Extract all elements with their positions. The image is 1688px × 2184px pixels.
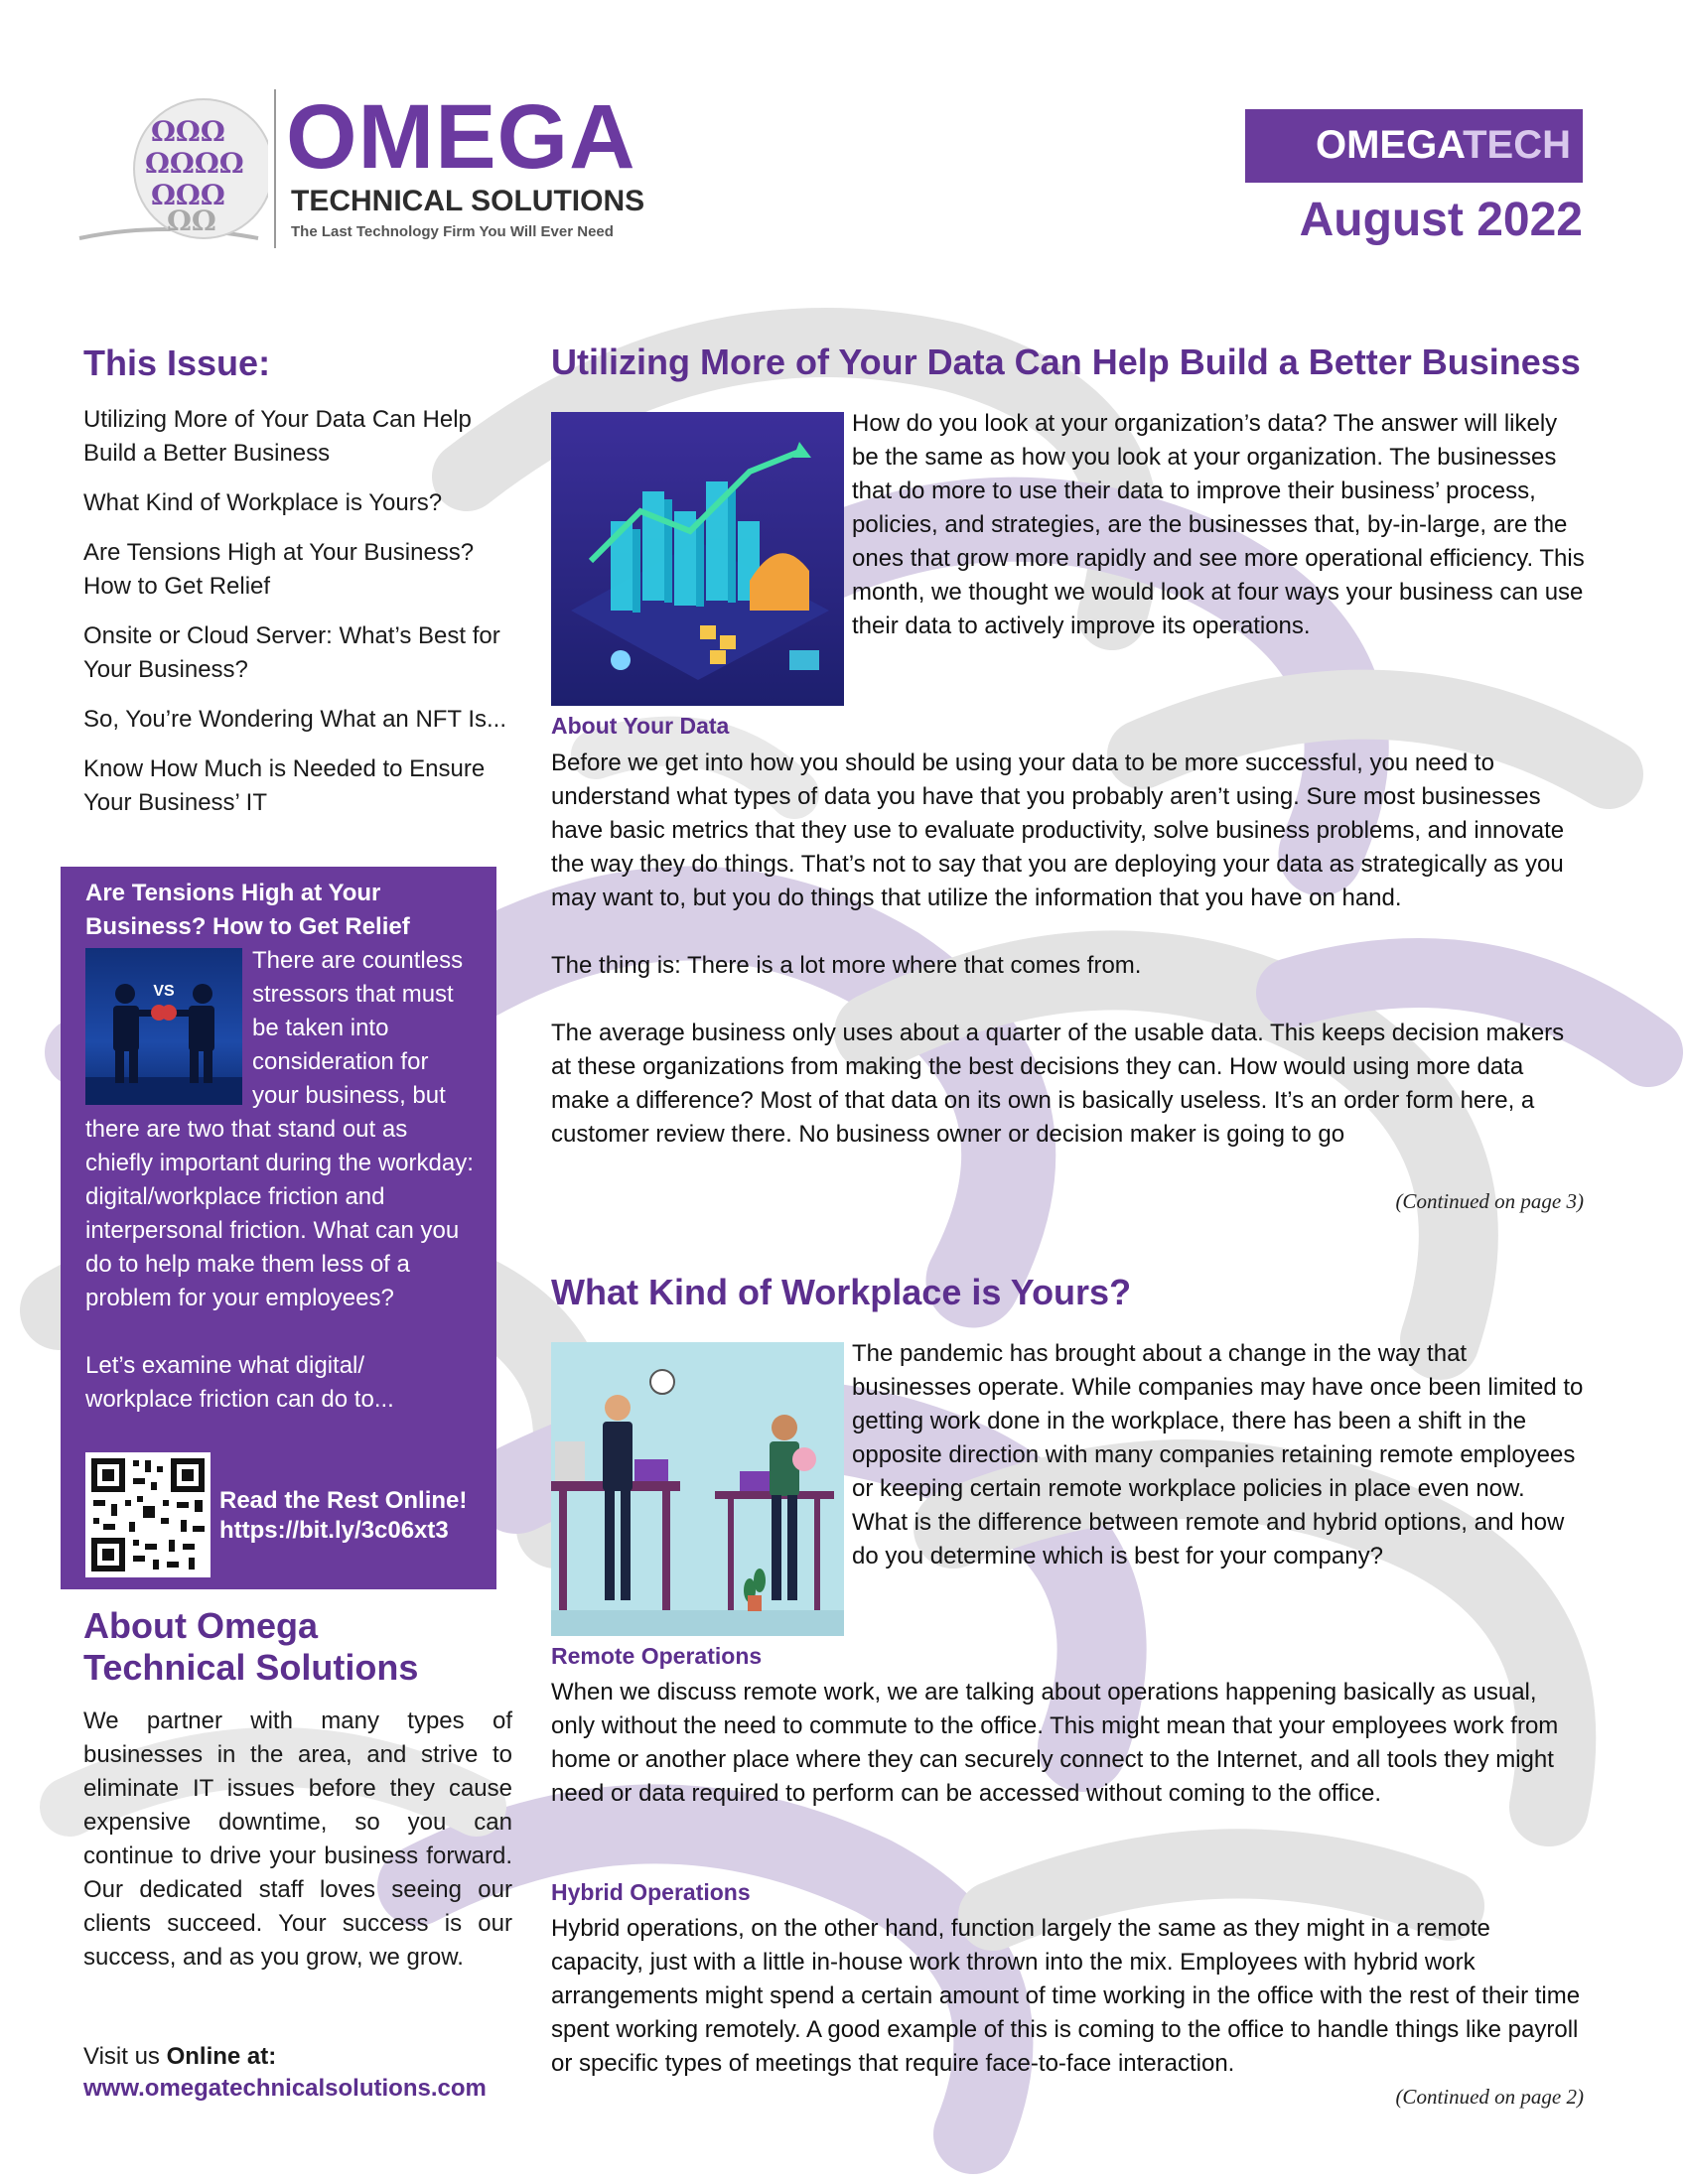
- logo-divider: [274, 89, 276, 248]
- svg-text:ΩΩΩΩ: ΩΩΩΩ: [145, 147, 244, 180]
- sidebar-text: [85, 944, 475, 1417]
- toc-item[interactable]: Are Tensions High at Your Business? How to Get Relief: [83, 539, 475, 600]
- remote-workers-illustration-icon: [551, 1342, 844, 1636]
- masthead-suffix: TECH: [1463, 123, 1571, 167]
- article2-hybrid-body: Hybrid operations, on the other hand, function largely the same as they might in a remote capacity, just with a little in-house work thrown into the mix. Employees with hybrid work arrangements might spend a certain amount of time working in the office with the rest of their time spent working remotely. A good example of this is coming to the office to handle things like payroll or specific types of meetings that require face-to-face interaction.: [551, 1915, 1581, 2077]
- visit-online: Online at:: [166, 2043, 277, 2070]
- isometric-data-city-illustration-icon: [551, 412, 844, 706]
- omega-globe-logo-icon: [60, 89, 268, 248]
- sidebar-feature-box: [61, 867, 496, 1589]
- article2-intro: The pandemic has brought about a change in the way that businesses operate. While companies may have once been limited to getting work done in the workplace, there has been a shift in the opposite direction with many companies retaining remote employees or keeping certain remote workplace policies in place even now. What is the difference between remote and hybrid options, and how do you determine which is best for your company?: [852, 1340, 1584, 1570]
- issue-date: August 2022: [1299, 194, 1583, 246]
- toc-title: This Issue:: [83, 342, 271, 383]
- toc-item[interactable]: Onsite or Cloud Server: What’s Best for Your Business?: [83, 622, 500, 683]
- sidebar-title: Are Tensions High at Your Business? How to Get Relief: [85, 880, 410, 940]
- visit-prefix: Visit us: [83, 2043, 167, 2070]
- article1-paragraph: Before we get into how you should be using your data to be more successful, you need to understand what types of data you have that you probably aren’t using. Sure most businesses have basic metrics that they use to evaluate productivity, solve business problems, and innovate the way they do things. That’s not to say that you are deploying your data as strategically as you may want to, but you do things that utilize the information that you have on hand.: [551, 750, 1565, 911]
- article1-continued: (Continued on page 3): [1395, 1189, 1584, 1213]
- sidebar-paragraph: Let’s examine what digital/ workplace friction can do to...: [85, 1352, 394, 1413]
- svg-text:ΩΩΩ: ΩΩΩ: [151, 115, 225, 148]
- toc-list: [83, 403, 510, 836]
- masthead-banner: [1245, 109, 1583, 183]
- visit-line: [83, 2040, 276, 2074]
- masthead-prefix: OMEGA: [1315, 123, 1464, 167]
- short-url-link[interactable]: https://bit.ly/3c06xt3: [219, 1517, 449, 1544]
- toc-item[interactable]: What Kind of Workplace is Yours?: [83, 489, 443, 516]
- toc-item[interactable]: Know How Much is Needed to Ensure Your Business’ IT: [83, 755, 486, 816]
- article1-body: [551, 747, 1586, 1152]
- about-body: We partner with many types of businesses in the area, and strive to eliminate IT issues before they cause expensive downtime, so you can continue to drive your business forward. Our dedicated staff loves seeing our clients succeed. Your success is our success, and as you grow, we grow.: [83, 1707, 512, 1971]
- article2-subhead-hybrid: Hybrid Operations: [551, 1879, 751, 1905]
- qr-code-icon[interactable]: [85, 1452, 211, 1577]
- versus-badge: VS: [153, 983, 175, 1000]
- read-more-link[interactable]: Read the Rest Online!: [219, 1487, 468, 1514]
- article1-paragraph: The thing is: There is a lot more where that comes from.: [551, 952, 1142, 979]
- article2-title: What Kind of Workplace is Yours?: [551, 1272, 1132, 1312]
- boxers-versus-illustration-icon: [85, 948, 242, 1105]
- about-title: About Omega Technical Solutions: [83, 1605, 419, 1688]
- svg-text:ΩΩ: ΩΩ: [167, 205, 216, 237]
- brand-subtitle: TECHNICAL SOLUTIONS: [291, 185, 645, 217]
- website-link[interactable]: www.omegatechnicalsolutions.com: [83, 2075, 487, 2102]
- article2-remote-body: When we discuss remote work, we are talking about operations happening basically as usual, only without the need to commute to the office. This might mean that your employees work from home or another place where they can securely connect to the Internet, and all tools they might need or data required to perform can be accessed without coming to the office.: [551, 1679, 1559, 1807]
- article1-subhead: About Your Data: [551, 713, 730, 739]
- svg-text:ΩΩΩ: ΩΩΩ: [151, 179, 225, 211]
- article1-title: Utilizing More of Your Data Can Help Build a Better Business: [551, 341, 1581, 382]
- toc-item[interactable]: So, You’re Wondering What an NFT Is...: [83, 706, 506, 733]
- qr-caption: [219, 1486, 467, 1546]
- brand-tagline: The Last Technology Firm You Will Ever Need: [291, 223, 614, 240]
- article2-subhead-remote: Remote Operations: [551, 1643, 763, 1669]
- article1-paragraph: The average business only uses about a quarter of the usable data. This keeps decision makers at these organizations from making the best decisions they can. How would using more data make a difference? Most of that data on its own is basically useless. It’s an order form here, a customer review there. No business owner or decision maker is going to go: [551, 1020, 1565, 1148]
- brand-name: OMEGA: [286, 86, 636, 188]
- toc-item[interactable]: Utilizing More of Your Data Can Help Build a Better Business: [83, 406, 472, 467]
- sidebar-paragraph: There are countless stressors that must be taken into consideration for your business, but there are two that stand out as chiefly important during the workday: digital/workplace friction and interpersonal friction. What can you do to help make them less of a problem for your employees?: [85, 947, 474, 1311]
- article2-continued: (Continued on page 2): [1395, 2085, 1584, 2109]
- article1-intro: How do you look at your organization’s data? The answer will likely be the same as how you look at your organization. The businesses that do more to use their data to improve their business’ process, policies, and strategies, are the businesses that, by-in-large, are the ones that grow more rapidly and see more operational efficiency. This month, we thought we would look at four ways your business can use their data to actively improve its operations.: [852, 410, 1585, 639]
